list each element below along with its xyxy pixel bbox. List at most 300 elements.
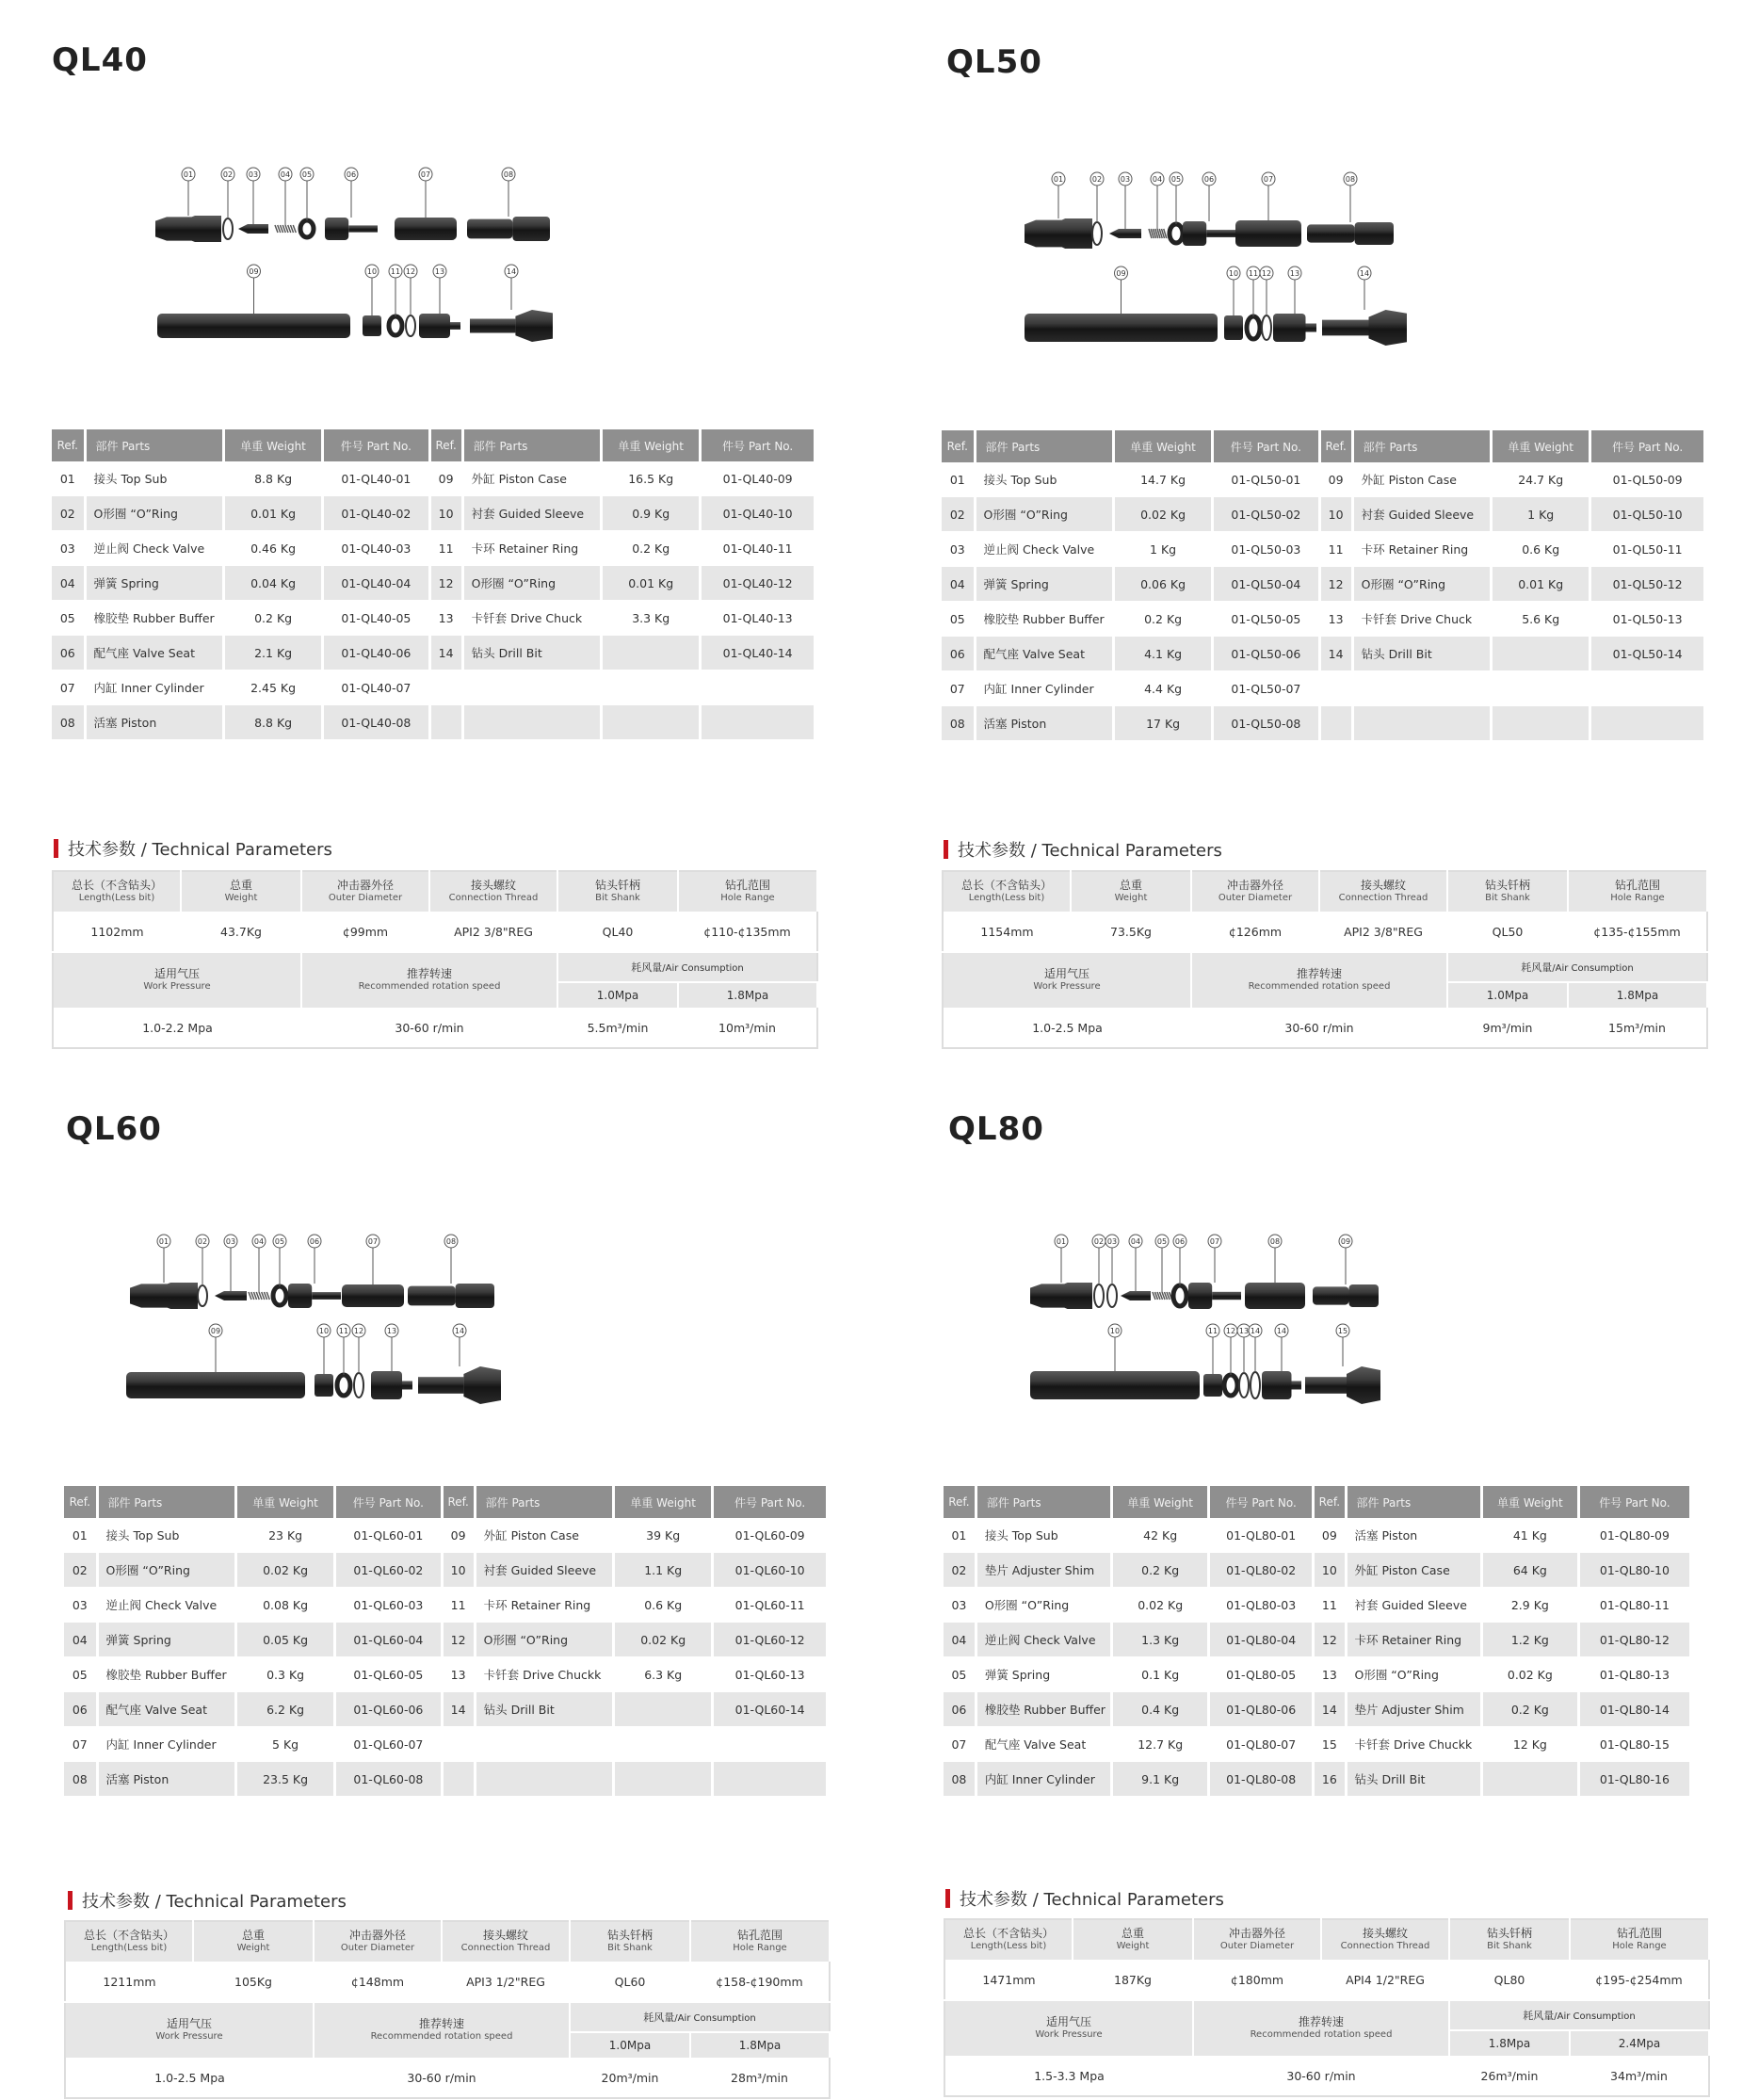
table-cell: 3.3 Kg bbox=[602, 601, 701, 636]
air-pressure: 1.0Mpa bbox=[557, 982, 678, 1008]
tech-header bbox=[1319, 871, 1447, 912]
table-cell: 0.2 Kg bbox=[224, 601, 323, 636]
air-label-cn: 耗风量 bbox=[643, 2011, 675, 2024]
table-cell: 内缸 Inner Cylinder bbox=[975, 671, 1113, 706]
tech-value: ¢195-¢254mm bbox=[1570, 1960, 1709, 2000]
tech-header bbox=[943, 871, 1071, 912]
table-cell: 01-QL60-11 bbox=[713, 1588, 828, 1623]
callout-label: 08 bbox=[503, 170, 514, 179]
o-ring-part bbox=[1239, 1373, 1249, 1397]
drive-chuck-part bbox=[1273, 314, 1316, 342]
valve-seat-part bbox=[288, 1284, 341, 1308]
valve-seat-part bbox=[325, 218, 378, 240]
table-cell: 42 Kg bbox=[1112, 1518, 1209, 1553]
table-cell: 活塞 Piston bbox=[975, 706, 1113, 741]
table-cell: 07 bbox=[52, 670, 85, 705]
callout-label: 06 bbox=[309, 1237, 320, 1246]
cylinder-part bbox=[1245, 1283, 1305, 1309]
table-row bbox=[52, 531, 815, 566]
table-row bbox=[52, 705, 815, 740]
table-cell: O形圈 “O”Ring bbox=[85, 496, 223, 531]
table-cell: 1 Kg bbox=[1114, 532, 1213, 567]
table-cell: 0.3 Kg bbox=[236, 1657, 335, 1692]
spring-part bbox=[249, 1292, 269, 1300]
tech-header bbox=[301, 952, 557, 1008]
table-cell: 03 bbox=[64, 1588, 97, 1623]
table-cell: O形圈 “O”Ring bbox=[462, 566, 601, 601]
table-cell: 0.6 Kg bbox=[614, 1588, 713, 1623]
table-cell: 橡胶垫 Rubber Buffer bbox=[976, 1692, 1111, 1727]
table-cell: 4.1 Kg bbox=[1114, 637, 1213, 671]
table-cell: 14 bbox=[429, 636, 462, 670]
column-header: Ref. bbox=[942, 430, 975, 462]
callout-label: 05 bbox=[274, 1237, 285, 1246]
tech-value-row-2 bbox=[944, 2056, 1709, 2096]
tech-header bbox=[1570, 1919, 1709, 1960]
table-cell bbox=[1319, 671, 1352, 706]
callout-label: 08 bbox=[1269, 1237, 1281, 1246]
table-cell: 接头 Top Sub bbox=[97, 1518, 235, 1553]
table-cell: 0.6 Kg bbox=[1492, 532, 1590, 567]
table-row bbox=[944, 1762, 1691, 1797]
table-row bbox=[64, 1657, 828, 1692]
table-cell bbox=[1590, 706, 1705, 741]
table-cell: 01-QL60-08 bbox=[335, 1762, 442, 1797]
table-row bbox=[52, 566, 815, 601]
table-cell: 外缸 Piston Case bbox=[1346, 1553, 1481, 1588]
tech-value: 28m³/min bbox=[690, 2058, 830, 2098]
table-cell: 逆止阀 Check Valve bbox=[975, 532, 1113, 567]
table-cell: 03 bbox=[942, 532, 975, 567]
tech-header bbox=[1447, 871, 1568, 912]
tech-value: ¢126mm bbox=[1191, 912, 1319, 952]
o-ring-part bbox=[198, 1285, 207, 1306]
table-cell bbox=[1352, 671, 1491, 706]
table-cell: 0.01 Kg bbox=[224, 496, 323, 531]
callout-label: 09 bbox=[1340, 1237, 1351, 1246]
table-cell: 4.4 Kg bbox=[1114, 671, 1213, 706]
tech-header-en: Outer Diameter bbox=[1219, 1941, 1295, 1951]
table-cell: 0.02 Kg bbox=[614, 1623, 713, 1657]
tech-header bbox=[53, 952, 301, 1008]
table-cell: 02 bbox=[944, 1553, 976, 1588]
callout-label: 02 bbox=[1091, 175, 1103, 184]
air-label-en: /Air Consumption bbox=[662, 963, 744, 974]
table-row bbox=[944, 1553, 1691, 1588]
column-header: 单重 Weight bbox=[602, 429, 701, 461]
table-cell: 01-QL60-03 bbox=[335, 1588, 442, 1623]
table-cell bbox=[614, 1692, 713, 1727]
tech-header-cn: 推荐转速 bbox=[1298, 2015, 1344, 2028]
table-cell: 钻头 Drill Bit bbox=[475, 1692, 613, 1727]
ring-part bbox=[1247, 316, 1260, 339]
table-cell: 01-QL50-05 bbox=[1213, 602, 1319, 637]
air-pressure: 1.0Mpa bbox=[1447, 982, 1568, 1008]
tech-header bbox=[1321, 1919, 1449, 1960]
tech-header bbox=[1449, 1919, 1570, 1960]
table-row bbox=[64, 1553, 828, 1588]
table-cell: 1.3 Kg bbox=[1112, 1623, 1209, 1657]
parts-table-header bbox=[64, 1486, 828, 1518]
table-cell: 01-QL60-01 bbox=[335, 1518, 442, 1553]
table-cell bbox=[442, 1727, 475, 1762]
table-row bbox=[52, 496, 815, 531]
table-cell: 0.1 Kg bbox=[1112, 1657, 1209, 1692]
table-cell: 01-QL50-07 bbox=[1213, 671, 1319, 706]
table-cell: 0.01 Kg bbox=[602, 566, 701, 601]
table-cell: 06 bbox=[64, 1692, 97, 1727]
column-header: 单重 Weight bbox=[1114, 430, 1213, 462]
table-row bbox=[942, 637, 1705, 671]
tech-value: 1154mm bbox=[943, 912, 1071, 952]
tech-header-cn: 适用气压 bbox=[1045, 2015, 1091, 2028]
table-cell: 0.01 Kg bbox=[1492, 567, 1590, 602]
tech-header-en: Bit Shank bbox=[607, 1943, 653, 1953]
tech-value: API2 3/8"REG bbox=[1319, 912, 1447, 952]
table-cell: O形圈 “O”Ring bbox=[976, 1588, 1111, 1623]
table-cell: 6.3 Kg bbox=[614, 1657, 713, 1692]
tech-header-cn: 冲击器外径 bbox=[1228, 1927, 1285, 1940]
table-cell: 01-QL60-13 bbox=[713, 1657, 828, 1692]
table-cell: 01 bbox=[942, 462, 975, 497]
table-cell bbox=[1319, 706, 1352, 741]
tech-value: 30-60 r/min bbox=[1193, 2056, 1449, 2096]
table-row bbox=[942, 567, 1705, 602]
table-cell: 卡钎套 Drive Chuck bbox=[462, 601, 601, 636]
table-cell: 衬套 Guided Sleeve bbox=[462, 496, 601, 531]
parts-table-header bbox=[52, 429, 815, 461]
tech-params-table bbox=[942, 870, 1708, 1049]
table-cell: 01-QL60-12 bbox=[713, 1623, 828, 1657]
air-pressure: 1.8Mpa bbox=[690, 2032, 830, 2058]
table-cell: 0.06 Kg bbox=[1114, 567, 1213, 602]
table-cell: 10 bbox=[429, 496, 462, 531]
column-header: 件号 Part No. bbox=[1209, 1486, 1314, 1518]
table-cell: 0.46 Kg bbox=[224, 531, 323, 566]
table-cell bbox=[1590, 671, 1705, 706]
tech-value: 1102mm bbox=[53, 912, 181, 952]
cylinder-part bbox=[395, 218, 457, 240]
column-header: 单重 Weight bbox=[614, 1486, 713, 1518]
table-cell: 5 Kg bbox=[236, 1727, 335, 1762]
o-ring-part bbox=[223, 218, 233, 239]
table-cell bbox=[1352, 706, 1491, 741]
table-cell: 10 bbox=[1319, 497, 1352, 532]
table-cell: 配气座 Valve Seat bbox=[975, 637, 1113, 671]
table-cell: 01-QL60-07 bbox=[335, 1727, 442, 1762]
tech-header-en: Connection Thread bbox=[448, 893, 539, 903]
callout-label: 09 bbox=[249, 267, 259, 276]
tech-header-row bbox=[943, 871, 1707, 912]
piston-part bbox=[467, 217, 550, 241]
callout-label: 14 bbox=[1359, 269, 1370, 278]
table-cell: 弹簧 Spring bbox=[976, 1657, 1111, 1692]
table-cell bbox=[713, 1762, 828, 1797]
column-header: 件号 Part No. bbox=[1213, 430, 1319, 462]
callout-label: 03 bbox=[248, 170, 259, 179]
tech-header-cn: 总重 bbox=[1121, 1927, 1144, 1940]
tech-header bbox=[690, 1921, 830, 1962]
tech-value: QL80 bbox=[1449, 1960, 1570, 2000]
callout-label: 14 bbox=[1250, 1327, 1261, 1335]
tech-header-en: Length(Less bit) bbox=[90, 1943, 168, 1953]
table-cell: 12 bbox=[442, 1623, 475, 1657]
tech-value: ¢135-¢155mm bbox=[1568, 912, 1707, 952]
table-cell: 13 bbox=[1319, 602, 1352, 637]
table-cell: 01-QL50-12 bbox=[1590, 567, 1705, 602]
callout-label: 11 bbox=[390, 267, 401, 276]
table-cell: O形圈 “O”Ring bbox=[97, 1553, 235, 1588]
air-pressure: 1.8Mpa bbox=[678, 982, 817, 1008]
table-cell: 01-QL80-11 bbox=[1578, 1588, 1690, 1623]
callout-label: 14 bbox=[454, 1327, 465, 1335]
tech-header-row bbox=[53, 871, 817, 912]
tech-header-en: Recommended rotation speed bbox=[358, 981, 501, 992]
table-cell: 卡环 Retainer Ring bbox=[1346, 1623, 1481, 1657]
tech-header-en: Recommended rotation speed bbox=[370, 2031, 513, 2042]
tech-header bbox=[1568, 871, 1707, 912]
parts-table bbox=[64, 1486, 829, 1797]
table-cell: 05 bbox=[942, 602, 975, 637]
tech-value: 73.5Kg bbox=[1071, 912, 1191, 952]
table-cell: 01-QL40-04 bbox=[323, 566, 429, 601]
piston-part bbox=[1313, 1284, 1379, 1307]
table-cell: 03 bbox=[944, 1588, 976, 1623]
table-row bbox=[944, 1518, 1691, 1553]
callout-label: 10 bbox=[1109, 1327, 1121, 1335]
tech-header-row-2 bbox=[53, 952, 817, 982]
tech-value-row-2 bbox=[65, 2058, 830, 2098]
table-cell: 08 bbox=[52, 705, 85, 740]
table-cell: 01-QL80-02 bbox=[1209, 1553, 1314, 1588]
table-cell: 08 bbox=[64, 1762, 97, 1797]
tech-header-cn: 钻孔范围 bbox=[1614, 879, 1660, 892]
table-cell: 05 bbox=[52, 601, 85, 636]
check-valve-part bbox=[1109, 229, 1141, 238]
table-cell: 01-QL60-06 bbox=[335, 1692, 442, 1727]
callout-label: 05 bbox=[1156, 1237, 1168, 1246]
column-header: 单重 Weight bbox=[1112, 1486, 1209, 1518]
table-cell: 01 bbox=[64, 1518, 97, 1553]
callout-label: 10 bbox=[1228, 269, 1239, 278]
tech-header-en: Outer Diameter bbox=[328, 893, 403, 903]
table-cell: 01-QL80-13 bbox=[1578, 1657, 1690, 1692]
table-cell: 衬套 Guided Sleeve bbox=[1352, 497, 1491, 532]
callout-label: 09 bbox=[210, 1327, 221, 1335]
table-cell: 01-QL50-09 bbox=[1590, 462, 1705, 497]
table-cell: 0.02 Kg bbox=[1114, 497, 1213, 532]
table-cell: 09 bbox=[442, 1518, 475, 1553]
table-cell bbox=[475, 1727, 613, 1762]
table-cell: 10 bbox=[442, 1553, 475, 1588]
table-row bbox=[944, 1692, 1691, 1727]
tech-params-title: 技术参数 / Technical Parameters bbox=[82, 1892, 347, 1912]
o-ring-part bbox=[406, 315, 415, 336]
tech-header-en: Hole Range bbox=[720, 893, 775, 903]
table-cell bbox=[1481, 1762, 1578, 1797]
drive-chuck-part bbox=[419, 314, 460, 338]
tech-value: 1.0-2.2 Mpa bbox=[53, 1008, 301, 1048]
table-cell: 0.2 Kg bbox=[1114, 602, 1213, 637]
table-cell: 01 bbox=[52, 461, 85, 496]
table-cell: 01-QL80-09 bbox=[1578, 1518, 1690, 1553]
callout-label: 12 bbox=[1225, 1327, 1236, 1335]
table-cell: 活塞 Piston bbox=[1346, 1518, 1481, 1553]
tech-header bbox=[193, 1921, 314, 1962]
drive-chuck-part bbox=[1262, 1371, 1301, 1399]
table-cell: 逆止阀 Check Valve bbox=[85, 531, 223, 566]
tech-header-cn: 冲击器外径 bbox=[336, 879, 394, 892]
table-cell: 01-QL40-08 bbox=[323, 705, 429, 740]
cylinder-part bbox=[1030, 1371, 1200, 1399]
ring-part bbox=[300, 220, 314, 237]
callout-label: 02 bbox=[222, 170, 234, 179]
guided-sleeve-part bbox=[1224, 315, 1243, 340]
tech-header-en: Hole Range bbox=[1610, 893, 1665, 903]
table-cell: 01-QL40-03 bbox=[323, 531, 429, 566]
callout-label: 13 bbox=[386, 1327, 397, 1335]
tech-header-row-2 bbox=[944, 2000, 1709, 2030]
tech-header bbox=[65, 1921, 193, 1962]
tech-header-cn: 推荐转速 bbox=[418, 2017, 464, 2030]
air-pressure: 2.4Mpa bbox=[1570, 2030, 1709, 2056]
callout-label: 04 bbox=[1130, 1237, 1141, 1246]
tech-header-cn: 总长（不含钻头） bbox=[83, 1929, 174, 1942]
table-cell: 配气座 Valve Seat bbox=[85, 636, 223, 670]
tech-value: ¢148mm bbox=[314, 1962, 442, 2002]
tech-header-cn: 钻头钎柄 bbox=[606, 1929, 653, 1942]
tech-value: ¢180mm bbox=[1193, 1960, 1321, 2000]
tech-header bbox=[1191, 871, 1319, 912]
table-cell: 1 Kg bbox=[1492, 497, 1590, 532]
column-header: 单重 Weight bbox=[236, 1486, 335, 1518]
column-header: 部件 Parts bbox=[975, 430, 1113, 462]
table-cell: 11 bbox=[1319, 532, 1352, 567]
table-cell: 09 bbox=[1319, 462, 1352, 497]
table-row bbox=[944, 1623, 1691, 1657]
tech-header-cn: 总长（不含钻头） bbox=[71, 879, 162, 892]
callout-label: 05 bbox=[301, 170, 313, 179]
tech-value: 1.5-3.3 Mpa bbox=[944, 2056, 1193, 2096]
table-cell: 04 bbox=[942, 567, 975, 602]
o-ring-part bbox=[1094, 1284, 1104, 1307]
table-cell: 16.5 Kg bbox=[602, 461, 701, 496]
table-cell: 11 bbox=[442, 1588, 475, 1623]
table-cell: 14 bbox=[442, 1692, 475, 1727]
drive-chuck-part bbox=[371, 1371, 412, 1399]
tech-value: 34m³/min bbox=[1570, 2056, 1709, 2096]
table-cell: 01-QL50-02 bbox=[1213, 497, 1319, 532]
column-header: 件号 Part No. bbox=[323, 429, 429, 461]
column-header: 部件 Parts bbox=[1352, 430, 1491, 462]
table-cell: 9.1 Kg bbox=[1112, 1762, 1209, 1797]
table-cell: 23 Kg bbox=[236, 1518, 335, 1553]
air-label-cn: 耗风量 bbox=[1521, 961, 1553, 974]
column-header: Ref. bbox=[1319, 430, 1352, 462]
exploded-parts-diagram bbox=[52, 132, 824, 414]
tech-params-title: 技术参数 / Technical Parameters bbox=[68, 840, 332, 860]
tech-header-cn: 适用气压 bbox=[153, 967, 200, 980]
table-row bbox=[944, 1588, 1691, 1623]
tech-value-row-2 bbox=[943, 1008, 1707, 1048]
tech-header-en: Recommended rotation speed bbox=[1248, 981, 1391, 992]
tech-value: 105Kg bbox=[193, 1962, 314, 2002]
column-header: 件号 Part No. bbox=[1578, 1486, 1690, 1518]
tech-header bbox=[1073, 1919, 1193, 1960]
table-cell: 01-QL40-11 bbox=[701, 531, 815, 566]
callout-label: 05 bbox=[1170, 175, 1182, 184]
table-cell: 衬套 Guided Sleeve bbox=[1346, 1588, 1481, 1623]
table-row bbox=[64, 1727, 828, 1762]
callout-label: 14 bbox=[506, 267, 517, 276]
table-cell: 41 Kg bbox=[1481, 1518, 1578, 1553]
tech-header bbox=[944, 1919, 1073, 1960]
tech-header-cn: 钻头钎柄 bbox=[1484, 879, 1530, 892]
tech-header-cn: 接头螺纹 bbox=[1360, 879, 1406, 892]
table-cell: 13 bbox=[1314, 1657, 1346, 1692]
table-cell bbox=[429, 670, 462, 705]
check-valve-part bbox=[215, 1291, 247, 1300]
callout-label: 13 bbox=[434, 267, 445, 276]
callout-label: 02 bbox=[197, 1237, 208, 1246]
air-pressure: 1.8Mpa bbox=[1568, 982, 1707, 1008]
table-cell: 01-QL50-06 bbox=[1213, 637, 1319, 671]
column-header: 件号 Part No. bbox=[713, 1486, 828, 1518]
ring-part bbox=[273, 1286, 286, 1305]
exploded-parts-diagram bbox=[942, 132, 1714, 414]
piston-part bbox=[408, 1284, 494, 1308]
tech-header-cn: 总重 bbox=[241, 1929, 265, 1942]
table-cell: 卡钎套 Drive Chuckk bbox=[1346, 1727, 1481, 1762]
table-cell: 0.02 Kg bbox=[236, 1553, 335, 1588]
tech-header bbox=[65, 2002, 314, 2058]
tech-header bbox=[1193, 1919, 1321, 1960]
callout-label: 04 bbox=[253, 1237, 265, 1246]
tech-value: 1211mm bbox=[65, 1962, 193, 2002]
table-cell: 2.45 Kg bbox=[224, 670, 323, 705]
table-cell: 14 bbox=[1314, 1692, 1346, 1727]
tech-header-cn: 钻孔范围 bbox=[724, 879, 770, 892]
table-cell: 04 bbox=[944, 1623, 976, 1657]
table-cell: 01-QL80-08 bbox=[1209, 1762, 1314, 1797]
table-cell: 0.02 Kg bbox=[1481, 1657, 1578, 1692]
table-cell: 0.2 Kg bbox=[1481, 1692, 1578, 1727]
parts-table bbox=[944, 1486, 1692, 1797]
tech-params-heading bbox=[68, 1888, 347, 1913]
tech-value: API4 1/2"REG bbox=[1321, 1960, 1449, 2000]
column-header: Ref. bbox=[944, 1486, 976, 1518]
ring-part bbox=[389, 316, 402, 335]
table-cell: 01-QL50-10 bbox=[1590, 497, 1705, 532]
cylinder-part bbox=[157, 314, 350, 338]
table-cell: 12 bbox=[1319, 567, 1352, 602]
air-label-cn: 耗风量 bbox=[1523, 2010, 1555, 2022]
table-cell: 内缸 Inner Cylinder bbox=[85, 670, 223, 705]
o-ring-part bbox=[354, 1373, 363, 1397]
tech-value-row bbox=[943, 912, 1707, 952]
parts-table-header bbox=[944, 1486, 1691, 1518]
table-row bbox=[64, 1692, 828, 1727]
model-title: QL50 bbox=[946, 43, 1042, 81]
tech-value: QL40 bbox=[557, 912, 678, 952]
tech-header-cn: 接头螺纹 bbox=[470, 879, 516, 892]
tech-header bbox=[1193, 2000, 1449, 2056]
callout-label: 13 bbox=[1289, 269, 1300, 278]
tech-value: ¢158-¢190mm bbox=[690, 1962, 830, 2002]
table-row bbox=[64, 1518, 828, 1553]
table-cell: 01-QL40-13 bbox=[701, 601, 815, 636]
tech-header-cn: 冲击器外径 bbox=[348, 1929, 406, 1942]
